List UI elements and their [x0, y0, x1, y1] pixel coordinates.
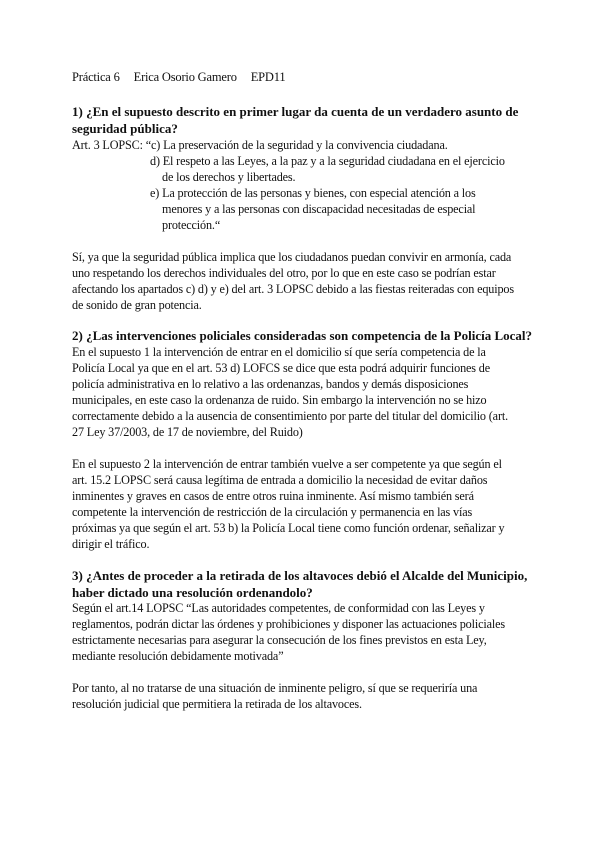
text-line: afectando los apartados c) d) y e) del art. 3 LOPSC debido a las fiestas reiteradas con equipos	[72, 282, 514, 296]
question-1-title-line: seguridad pública?	[72, 121, 178, 136]
text-line: protección.“	[162, 218, 221, 232]
question-3-title-line: haber dictado una resolución ordenandolo?	[72, 585, 313, 600]
text-line: de sonido de gran potencia.	[72, 298, 202, 312]
practice-label: Práctica 6	[72, 70, 120, 84]
text-line: menores y a las personas con discapacidad necesitadas de especial	[162, 202, 476, 216]
text-line: d) El respeto a las Leyes, a la paz y a la seguridad ciudadana en el ejercicio	[150, 154, 505, 168]
text-line: En el supuesto 1 la intervención de entrar en el domicilio sí que sería competencia de la	[72, 345, 486, 359]
text-line: mediante resolución debidamente motivada”	[72, 649, 284, 663]
text-line: municipales, en este caso la ordenanza de ruido. Sin embargo la intervención no se hizo	[72, 393, 487, 407]
text-line: Según el art.14 LOPSC “Las autoridades competentes, de conformidad con las Leyes y	[72, 601, 485, 615]
text-line: competente la intervención de restricción de la circulación y permanencia en las vías	[72, 505, 473, 519]
text-line: policía administrativa en lo relativo a las ordenanzas, bandos y demás disposiciones	[72, 377, 469, 391]
text-line: Art. 3 LOPSC: “c) La preservación de la seguridad y la convivencia ciudadana.	[72, 138, 448, 152]
text-line: En el supuesto 2 la intervención de entrar también vuelve a ser competente ya que según el	[72, 457, 502, 471]
text-line: art. 15.2 LOPSC será causa legítima de entrada a domicilio la necesidad de evitar daños	[72, 473, 488, 487]
text-line: de los derechos y libertades.	[162, 170, 296, 184]
text-line: reglamentos, podrán dictar las órdenes y prohibiciones y disponer las actuaciones policiales	[72, 617, 505, 631]
question-1-title-line: 1) ¿En el supuesto descrito en primer lugar da cuenta de un verdadero asunto de	[72, 104, 519, 119]
text-line: Sí, ya que la seguridad pública implica que los ciudadanos puedan convivir en armonía, cada	[72, 250, 512, 264]
text-line: e) La protección de las personas y bienes, con especial atención a los	[150, 186, 476, 200]
text-line: estrictamente necesarias para asegurar la consecución de los fines previstos en esta Ley,	[72, 633, 487, 647]
text-line: uno respetando los derechos individuales del otro, por lo que en este caso se podrían estar	[72, 266, 496, 280]
text-line: Policía Local ya que en el art. 53 d) LOFCS se dice que esta podrá adquirir funciones de	[72, 361, 490, 375]
question-1-title	[72, 103, 522, 137]
text-line: correctamente debido a la ausencia de consentimiento por parte del titular del domicilio (art.	[72, 409, 508, 423]
document-header	[72, 70, 285, 85]
question-3-title-line: 3) ¿Antes de proceder a la retirada de los altavoces debió el Alcalde del Municipio,	[72, 568, 528, 583]
text-line: 27 Ley 37/2003, de 17 de noviembre, del Ruido)	[72, 425, 303, 439]
course-code: EPD11	[250, 70, 286, 84]
text-line: Por tanto, al no tratarse de una situación de inminente peligro, sí que se requeriría una	[72, 681, 478, 695]
question-2-title: 2) ¿Las intervenciones policiales consideradas son competencia de la Policía Local?	[72, 328, 533, 343]
question-3-title	[72, 567, 572, 601]
text-line: resolución judicial que permitiera la retirada de los altavoces.	[72, 697, 362, 711]
author-name: Erica Osorio Gamero	[133, 70, 237, 84]
text-line: próximas ya que según el art. 53 b) la Policía Local tiene como función ordenar, señalizar y	[72, 521, 505, 535]
text-line: inminentes y graves en casos de entre otros ruina inminente. Así mismo también será	[72, 489, 474, 503]
text-line: dirigir el tráfico.	[72, 537, 150, 551]
